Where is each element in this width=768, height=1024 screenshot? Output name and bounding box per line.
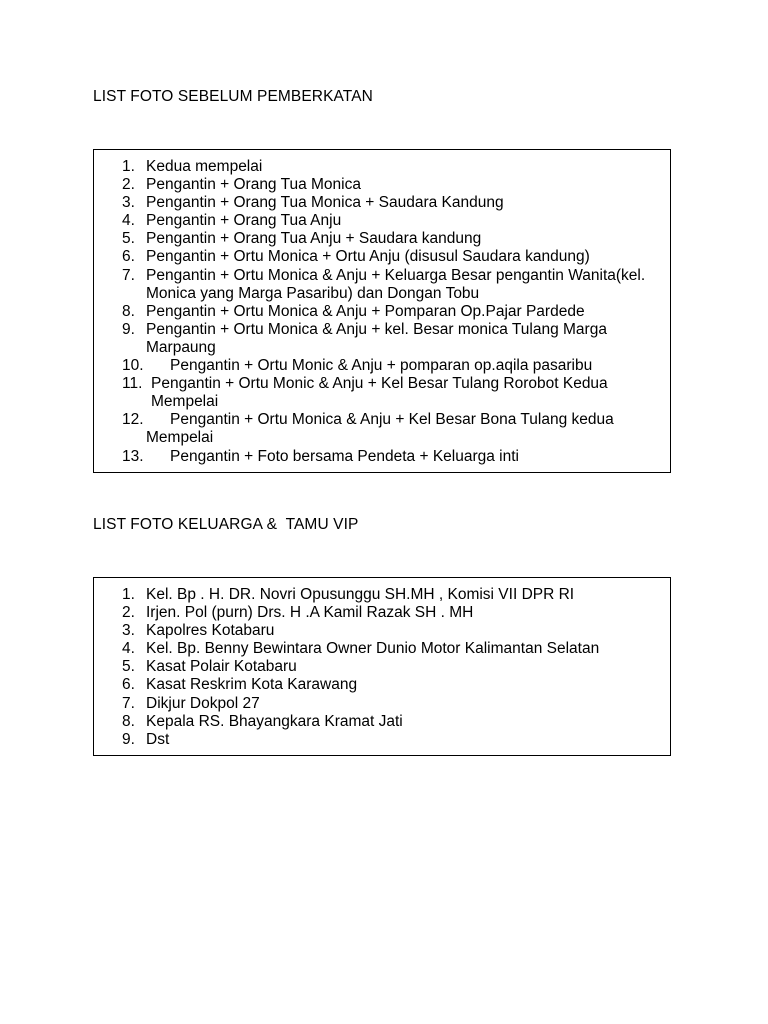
list-item: [94, 248, 670, 266]
item-text: Pengantin + Orang Tua Anju: [146, 212, 342, 230]
item-text: Dikjur Dokpol 27: [146, 694, 260, 712]
item-text: Pengantin + Ortu Monica & Anju + Kel Besar Bona Tulang kedua Mempelai: [146, 411, 614, 447]
item-text: Pengantin + Ortu Monic & Anju + pomparan op.aqila pasaribu: [170, 357, 593, 375]
item-number: 9.: [122, 320, 135, 338]
list-item: [94, 411, 670, 447]
item-text: Kedua mempelai: [146, 158, 263, 175]
item-text: Pengantin + Foto bersama Pendeta + Keluarga inti: [170, 447, 519, 465]
item-number: 4.: [122, 212, 135, 230]
item-number: 1.: [122, 158, 135, 175]
item-number: 2.: [122, 176, 135, 194]
list-item: [94, 230, 670, 248]
item-number: 11.: [122, 375, 143, 393]
list-item: [94, 212, 670, 230]
list-item: [94, 604, 670, 622]
list-item: [94, 321, 670, 357]
item-text: Kapolres Kotabaru: [146, 622, 275, 640]
item-text: Pengantin + Ortu Monica + Ortu Anju (disusul Saudara kandung): [146, 248, 590, 266]
item-number: 7.: [122, 694, 135, 712]
list-item: [94, 158, 670, 176]
item-number: 10.: [122, 357, 144, 375]
keluarga-vip-photo-list-box: [93, 577, 671, 756]
item-text: Kepala RS. Bhayangkara Kramat Jati: [146, 712, 403, 730]
list-item: [94, 731, 670, 749]
list-item: [94, 303, 670, 321]
list-item: [94, 448, 670, 466]
item-number: 2.: [122, 604, 135, 622]
item-text: Pengantin + Orang Tua Monica: [146, 176, 361, 194]
item-number: 3.: [122, 194, 135, 212]
list-item: [94, 695, 670, 713]
item-text: Kel. Bp . H. DR. Novri Opusunggu SH.MH , Komisi VII DPR RI: [146, 586, 575, 603]
item-number: 6.: [122, 248, 135, 266]
item-number: 5.: [122, 230, 135, 248]
item-text: Irjen. Pol (purn) Drs. H .A Kamil Razak SH . MH: [146, 604, 474, 622]
list-item: [94, 640, 670, 658]
item-number: 4.: [122, 640, 135, 658]
item-text: Pengantin + Orang Tua Anju + Saudara kandung: [146, 230, 482, 248]
list-item: [94, 586, 670, 604]
list-item: [94, 375, 670, 411]
item-number: 8.: [122, 302, 135, 320]
item-text: Pengantin + Ortu Monica & Anju + Pomparan Op.Pajar Pardede: [146, 302, 585, 320]
item-text: Kasat Reskrim Kota Karawang: [146, 676, 358, 694]
list-item: [94, 194, 670, 212]
list-item: [94, 176, 670, 194]
item-number: 8.: [122, 712, 135, 730]
item-number: 12.: [122, 411, 144, 429]
item-number: 13.: [122, 447, 144, 465]
item-number: 3.: [122, 622, 135, 640]
item-text: Pengantin + Ortu Monic & Anju + Kel Besar Tulang Rorobot Kedua Mempelai: [151, 375, 608, 411]
item-text: Pengantin + Ortu Monica & Anju + Keluarga Besar pengantin Wanita(kel. Monica yang Marga Pasaribu) dan Dongan Tobu: [146, 266, 646, 302]
list-item: [94, 357, 670, 375]
pemberkatan-photo-list-box: [93, 149, 671, 473]
section-title-pemberkatan: LIST FOTO SEBELUM PEMBERKATAN: [93, 88, 373, 105]
list-item: [94, 713, 670, 731]
list-item: [94, 658, 670, 676]
item-number: 5.: [122, 658, 135, 676]
list-item: [94, 622, 670, 640]
item-text: Dst: [146, 730, 170, 748]
item-number: 9.: [122, 730, 135, 748]
keluarga-vip-photo-list: [94, 586, 670, 749]
item-text: Kasat Polair Kotabaru: [146, 658, 297, 676]
item-text: Pengantin + Ortu Monica & Anju + kel. Besar monica Tulang Marga Marpaung: [146, 320, 607, 356]
item-number: 7.: [122, 266, 135, 284]
list-item: [94, 676, 670, 694]
item-number: 6.: [122, 676, 135, 694]
pemberkatan-photo-list: [94, 158, 670, 466]
list-item: [94, 267, 670, 303]
item-text: Kel. Bp. Benny Bewintara Owner Dunio Motor Kalimantan Selatan: [146, 640, 600, 658]
item-number: 1.: [122, 586, 135, 603]
section-title-keluarga-vip: LIST FOTO KELUARGA & TAMU VIP: [93, 516, 359, 533]
item-text: Pengantin + Orang Tua Monica + Saudara Kandung: [146, 194, 504, 212]
